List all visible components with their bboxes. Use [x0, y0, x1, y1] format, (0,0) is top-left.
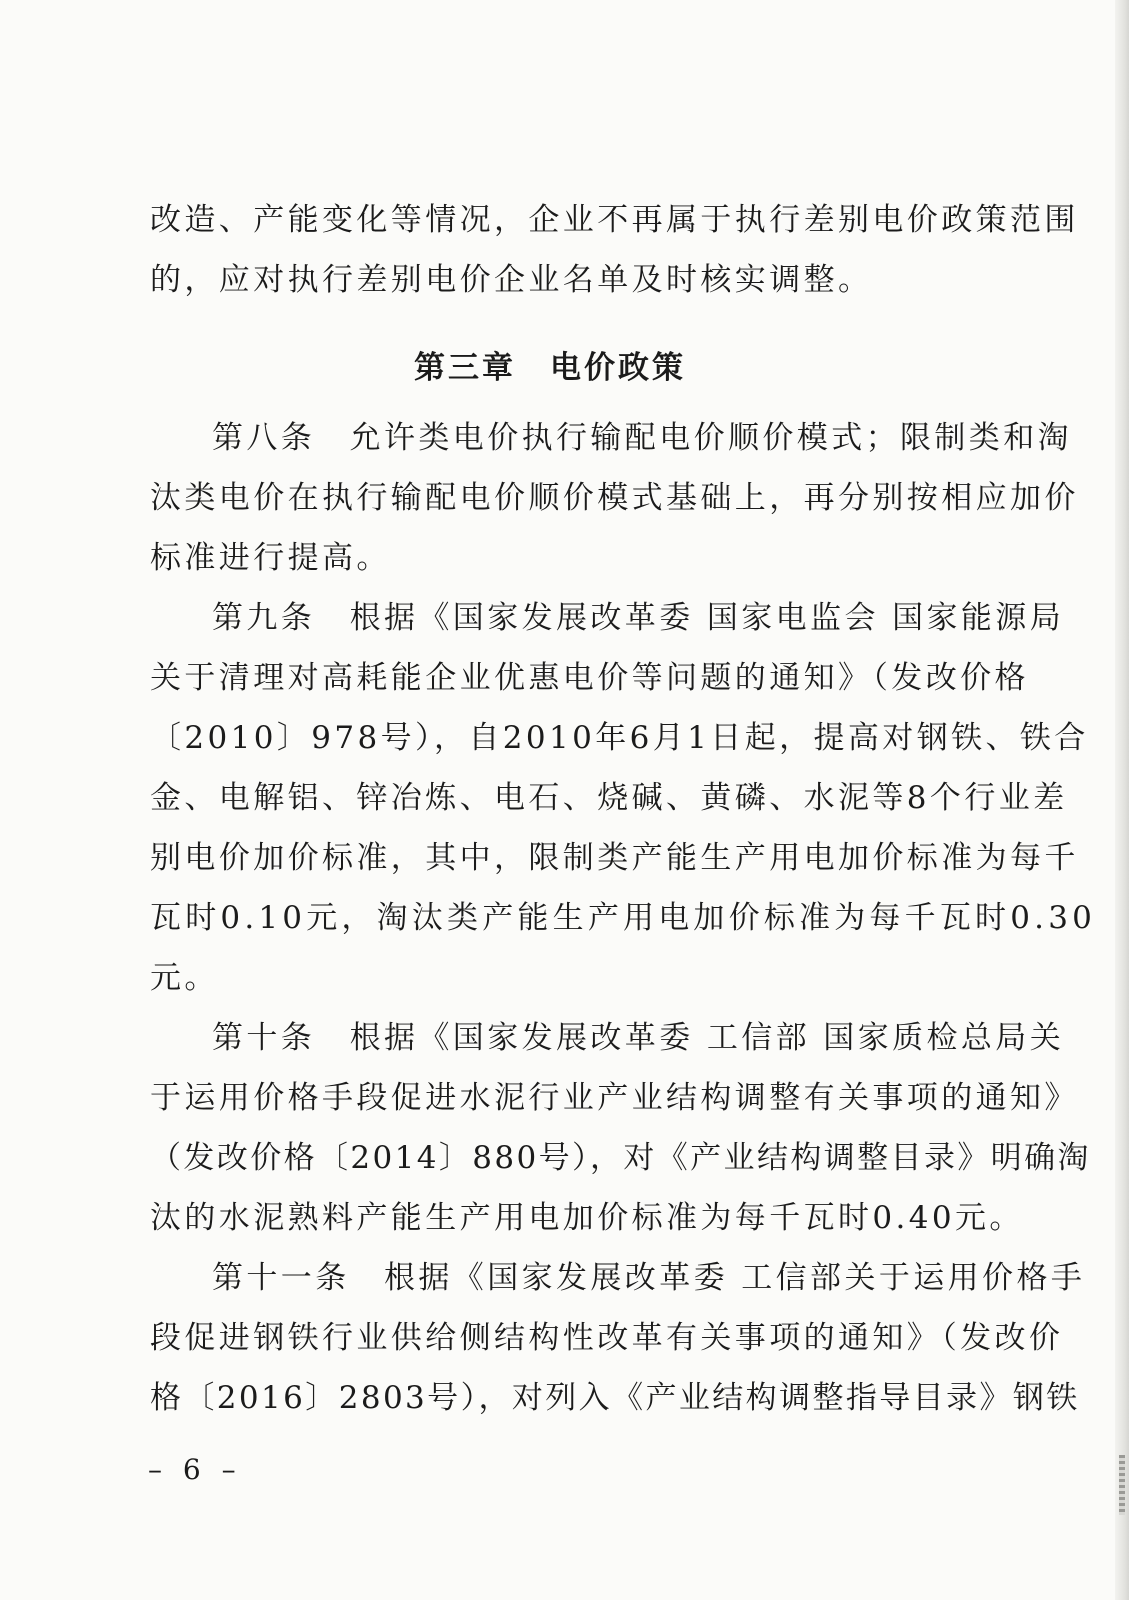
chapter-title: 第三章 电价政策 — [414, 350, 686, 386]
article-8-line: 汰类电价在执行输配电价顺价模式基础上，再分别按相应加价 — [150, 480, 1079, 516]
page-number: – 6 – — [148, 1453, 242, 1486]
article-11-line: 第十一条 根据《国家发展改革委 工信部关于运用价格手 — [212, 1260, 1086, 1296]
article-10-line: 汰的水泥熟料产能生产用电加价标准为每千瓦时0.40元。 — [150, 1200, 1024, 1236]
article-9-line: 第九条 根据《国家发展改革委 国家电监会 国家能源局 — [212, 600, 1065, 636]
article-10-line: （发改价格〔2014〕880号），对《产业结构调整目录》明确淘 — [150, 1140, 1091, 1176]
scan-edge-mark — [1119, 1455, 1125, 1515]
article-9-line: 元。 — [150, 960, 219, 996]
article-10-line: 于运用价格手段促进水泥行业产业结构调整有关事项的通知》 — [150, 1080, 1079, 1116]
article-9-line: 〔2010〕978号），自2010年6月1日起，提高对钢铁、铁合 — [150, 720, 1089, 756]
article-9-line: 别电价加价标准，其中，限制类产能生产用电加价标准为每千 — [150, 840, 1079, 876]
article-8-line: 标准进行提高。 — [150, 540, 391, 576]
article-11-line: 段促进钢铁行业供给侧结构性改革有关事项的通知》（发改价 — [150, 1320, 1064, 1356]
scan-edge — [1115, 0, 1129, 1600]
article-9-line: 瓦时0.10元，淘汰类产能生产用电加价标准为每千瓦时0.30 — [150, 900, 1097, 936]
article-8-line: 第八条 允许类电价执行输配电价顺价模式；限制类和淘 — [212, 420, 1072, 456]
article-11-line: 格〔2016〕2803号），对列入《产业结构调整指导目录》钢铁 — [150, 1380, 1080, 1416]
article-9-line: 金、电解铝、锌冶炼、电石、烧碱、黄磷、水泥等8个行业差 — [150, 780, 1068, 816]
body-line: 的，应对执行差别电价企业名单及时核实调整。 — [150, 262, 873, 298]
document-body — [150, 190, 1097, 1428]
article-9-line: 关于清理对高耗能企业优惠电价等问题的通知》（发改价格 — [150, 660, 1029, 696]
body-line: 改造、产能变化等情况，企业不再属于执行差别电价政策范围 — [150, 202, 1079, 238]
article-10-line: 第十条 根据《国家发展改革委 工信部 国家质检总局关 — [212, 1020, 1065, 1056]
